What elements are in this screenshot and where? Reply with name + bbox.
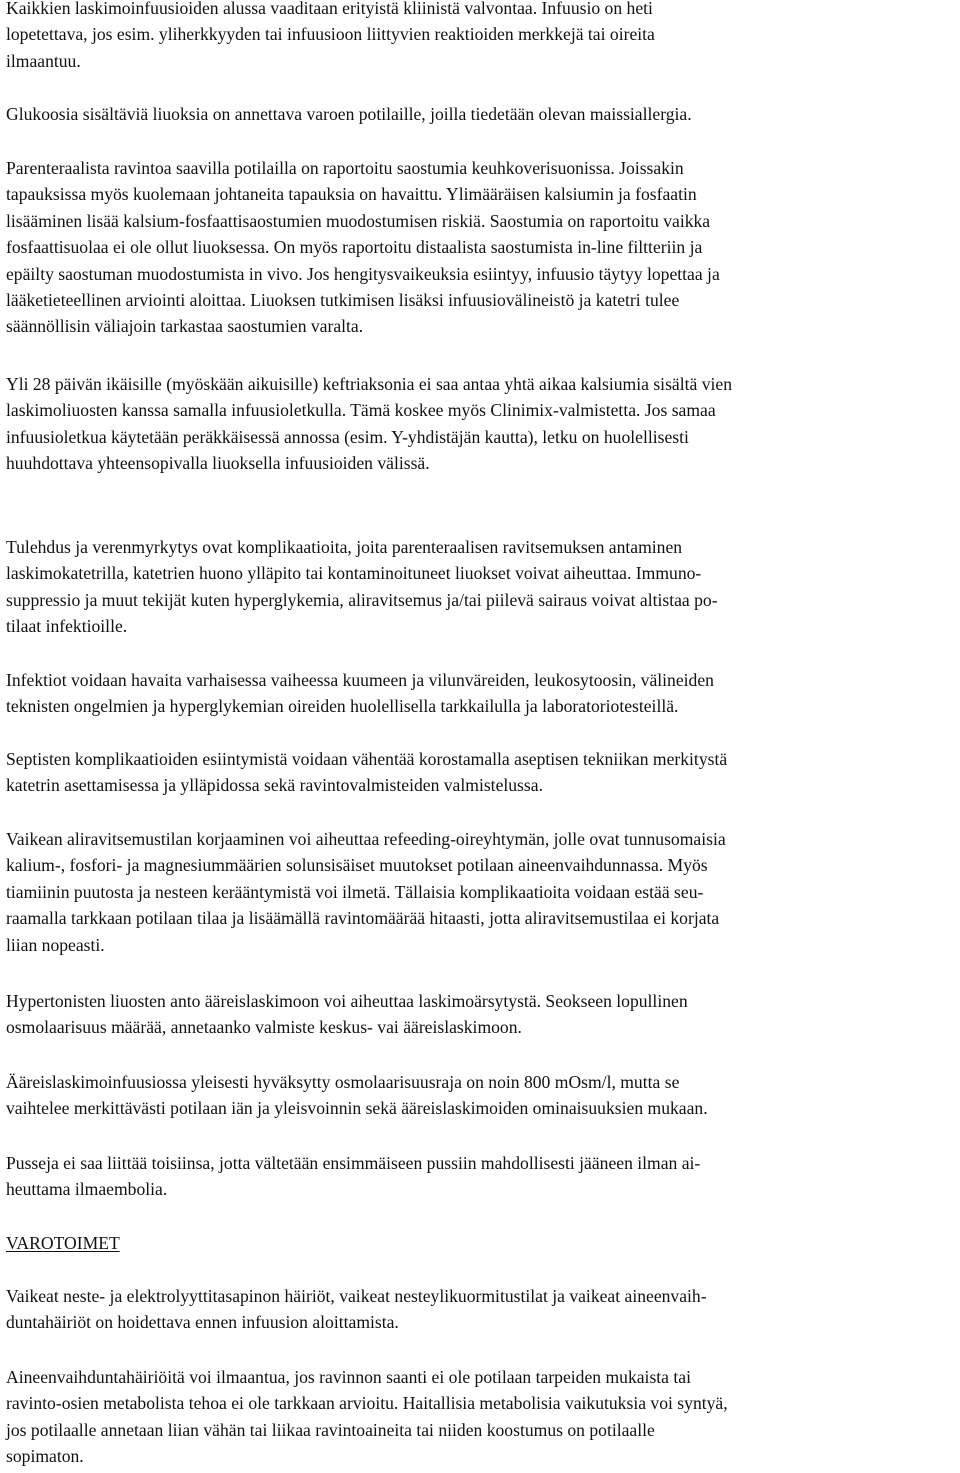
document-page [6, 0, 952, 1473]
text-line: Vaikeat neste- ja elektrolyyttitasapinon häiriöt, vaikeat nesteylikuormitustilat ja vaikeat aineenvaih- [6, 1286, 707, 1306]
paragraph-air-embolism [6, 1150, 952, 1203]
text-line: Pusseja ei saa liittää toisiinsa, jotta vältetään ensimmäiseen pussiin mahdollisesti jääneen ilman ai- [6, 1153, 701, 1173]
text-line: lisääminen lisää kalsium-fosfaattisaostumien muodostumisen riskiä. Saostumia on raportoitu vaikka [6, 210, 711, 231]
text-line: tapauksissa myös kuolemaan johtaneita tapauksia on havaittu. Ylimääräisen kalsiumin ja fosfaatin [6, 184, 697, 205]
text-line: duntahäiriöt on hoidettava ennen infuusion aloittamista. [6, 1312, 399, 1333]
text-line: Infektiot voidaan havaita varhaisessa vaiheessa kuumeen ja vilunväreiden, leukosytoosin, välineiden [6, 670, 714, 690]
text-line: osmolaarisuus määrää, annetaanko valmiste keskus- vai ääreislaskimoon. [6, 1017, 522, 1038]
text-line: katetrin asettamisessa ja ylläpidossa sekä ravintovalmisteiden valmistelussa. [6, 775, 543, 796]
paragraph-infusion-monitoring [6, 0, 952, 74]
text-line: epäilty saostuman muodostumista in vivo. Jos hengitysvaikeuksia esiintyy, infuusio täytyy lopettaa ja [6, 263, 720, 284]
text-line: Glukoosia sisältäviä liuoksia on annettava varoen potilaille, joilla tiedetään olevan maissiallergia. [6, 104, 692, 124]
text-line: Ääreislaskimoinfuusiossa yleisesti hyväksytty osmolaarisuusraja on noin 800 mOsm/l, mutta se [6, 1072, 680, 1092]
paragraph-glucose-allergy [6, 101, 952, 127]
paragraph-refeeding-syndrome [6, 826, 952, 958]
text-line: Septisten komplikaatioiden esiintymistä voidaan vähentää korostamalla aseptisen tekniikan merkitystä [6, 749, 728, 769]
text-line: Hypertonisten liuosten anto ääreislaskimoon voi aiheuttaa laskimoärsytystä. Seokseen lopullinen [6, 991, 688, 1011]
text-line: Parenteraalista ravintoa saavilla potilailla on raportoitu saostumia keuhkoverisuonissa. Joissakin [6, 158, 684, 178]
paragraph-septic-complications [6, 746, 952, 799]
text-line: heuttama ilmaembolia. [6, 1179, 168, 1200]
text-line: Aineenvaihduntahäiriöitä voi ilmaantua, jos ravinnon saanti ei ole potilaan tarpeiden mukaista tai [6, 1367, 691, 1387]
text-line: suppressio ja muut tekijät kuten hyperglykemia, aliravitsemus ja/tai piilevä sairaus voivat altistaa po- [6, 589, 718, 610]
text-line: laskimokatetrilla, katetrien huono ylläpito tai kontaminoituneet liuokset voivat aiheuttaa. Immuno- [6, 563, 702, 584]
paragraph-infection-complications [6, 534, 952, 640]
text-line: lopetettava, jos esim. yliherkkyyden tai infuusioon liittyvien reaktioiden merkkejä tai oireita [6, 24, 655, 45]
text-line: ilmaantuu. [6, 50, 81, 71]
text-line: laskimoliuosten kanssa samalla infuusioletkulla. Tämä koskee myös Clinimix-valmistetta. Jos samaa [6, 400, 716, 421]
paragraph-fluid-electrolyte [6, 1283, 952, 1336]
paragraph-infection-detection [6, 667, 952, 720]
text-line: Yli 28 päivän ikäisille (myöskään aikuisille) keftriaksonia ei saa antaa yhtä aikaa kalsiumia sisältä vien [6, 374, 732, 394]
text-line: fosfaattisuolaa ei ole ollut liuoksessa. On myös raportoitu distaalista saostumista in-line filtteriin ja [6, 237, 703, 258]
text-line: teknisten ongelmien ja hyperglykemian oireiden huolellisella tarkkailulla ja laboratoriotesteillä. [6, 696, 679, 717]
text-line: kalium-, fosfori- ja magnesiummäärien solunsisäiset muutokset potilaan aineenvaihdunnassa. Myös [6, 855, 708, 876]
text-line: jos potilaalle annetaan liian vähän tai liikaa ravintoaineita tai niiden koostumus on potilaalle [6, 1419, 655, 1440]
text-line: Vaikean aliravitsemustilan korjaaminen voi aiheuttaa refeeding-oireyhtymän, jolle ovat tunnusomaisia [6, 829, 726, 849]
paragraph-hypertonic-solutions [6, 988, 952, 1041]
text-line: säännöllisin väliajoin tarkastaa saostumien varalta. [6, 316, 364, 337]
text-line: huuhdottava yhteensopivalla liuoksella infuusioiden välissä. [6, 453, 430, 474]
text-line: ravinto-osien metabolista tehoa ei ole tarkkaan arvioitu. Haitallisia metabolisia vaikutuksia voi syntyä, [6, 1393, 728, 1414]
paragraph-metabolic-disorders [6, 1364, 952, 1470]
text-line: liian nopeasti. [6, 934, 105, 955]
paragraph-ceftriaxone [6, 371, 952, 477]
section-heading-varotoimet: VAROTOIMET [6, 1233, 120, 1253]
text-line: Kaikkien laskimoinfuusioiden alussa vaaditaan erityistä kliinistä valvontaa. Infuusio on heti [6, 0, 653, 18]
text-line: raamalla tarkkaan potilaan tilaa ja lisäämällä ravintomäärää hitaasti, jotta aliravitsemustilaa ei korjata [6, 908, 720, 929]
text-line: sopimaton. [6, 1446, 84, 1467]
paragraph-osmolarity-limit [6, 1069, 952, 1122]
text-line: Tulehdus ja verenmyrkytys ovat komplikaatioita, joita parenteraalisen ravitsemuksen antaminen [6, 537, 683, 557]
paragraph-precipitates [6, 155, 952, 340]
text-line: vaihtelee merkittävästi potilaan iän ja yleisvoinnin sekä ääreislaskimoiden ominaisuuksien mukaan. [6, 1098, 708, 1119]
text-line: infuusioletkua käytetään peräkkäisessä annossa (esim. Y-yhdistäjän kautta), letku on huolellisesti [6, 426, 689, 447]
text-line: tiamiinin puutosta ja nesteen kerääntymistä voi ilmetä. Tällaisia komplikaatioita voidaan estää seu- [6, 881, 704, 902]
text-line: lääketieteellinen arviointi aloittaa. Liuoksen tutkimisen lisäksi infuusiovälineistö ja katetri tulee [6, 290, 680, 311]
text-line: tilaat infektioille. [6, 616, 128, 637]
